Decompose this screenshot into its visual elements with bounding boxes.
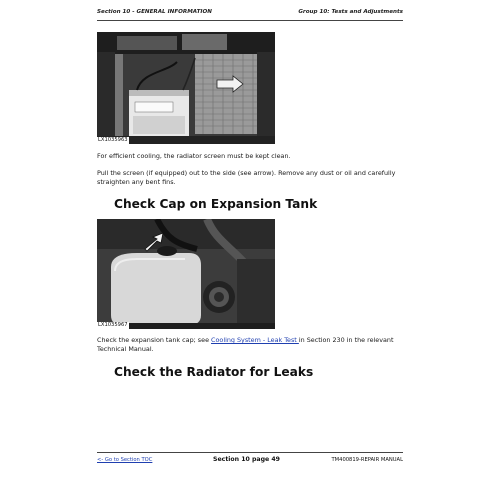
paragraph-check-cap-text-end: in Section 230 in the relevant Technical Manual. [97, 336, 394, 354]
page-number: Section 10 page 49 [213, 456, 280, 463]
figure2-id: LX1035967 [98, 322, 128, 328]
section-title: Section 10 - GENERAL INFORMATION [97, 9, 212, 15]
heading-check-cap: Check Cap on Expansion Tank [114, 197, 318, 211]
footer-divider [97, 452, 403, 453]
paragraph-radiator-clean: For efficient cooling, the radiator screen must be kept clean. [97, 152, 291, 160]
manual-id: TM400819-REPAIR MANUAL [331, 457, 403, 463]
expansion-tank-photo [97, 219, 275, 329]
cooling-system-leak-test-link[interactable]: Cooling System - Leak Test [211, 336, 299, 344]
header-divider [97, 20, 403, 21]
paragraph-check-cap-text-start: Check the expansion tank cap; see [97, 336, 212, 344]
radiator-screen-photo [97, 32, 275, 144]
paragraph-pull-screen: Pull the screen (if equipped) out to the side (see arrow). Remove any dust or oil and carefully straighten any bent fins. [97, 169, 396, 187]
heading-radiator-leaks: Check the Radiator for Leaks [114, 365, 314, 379]
group-title: Group 10: Tests and Adjustments [298, 9, 403, 15]
paragraph-check-cap [97, 336, 402, 355]
go-to-section-toc-link[interactable]: <- Go to Section TOC [97, 457, 153, 463]
page-header [97, 9, 403, 19]
figure1-id: LX1035963 [98, 137, 128, 143]
